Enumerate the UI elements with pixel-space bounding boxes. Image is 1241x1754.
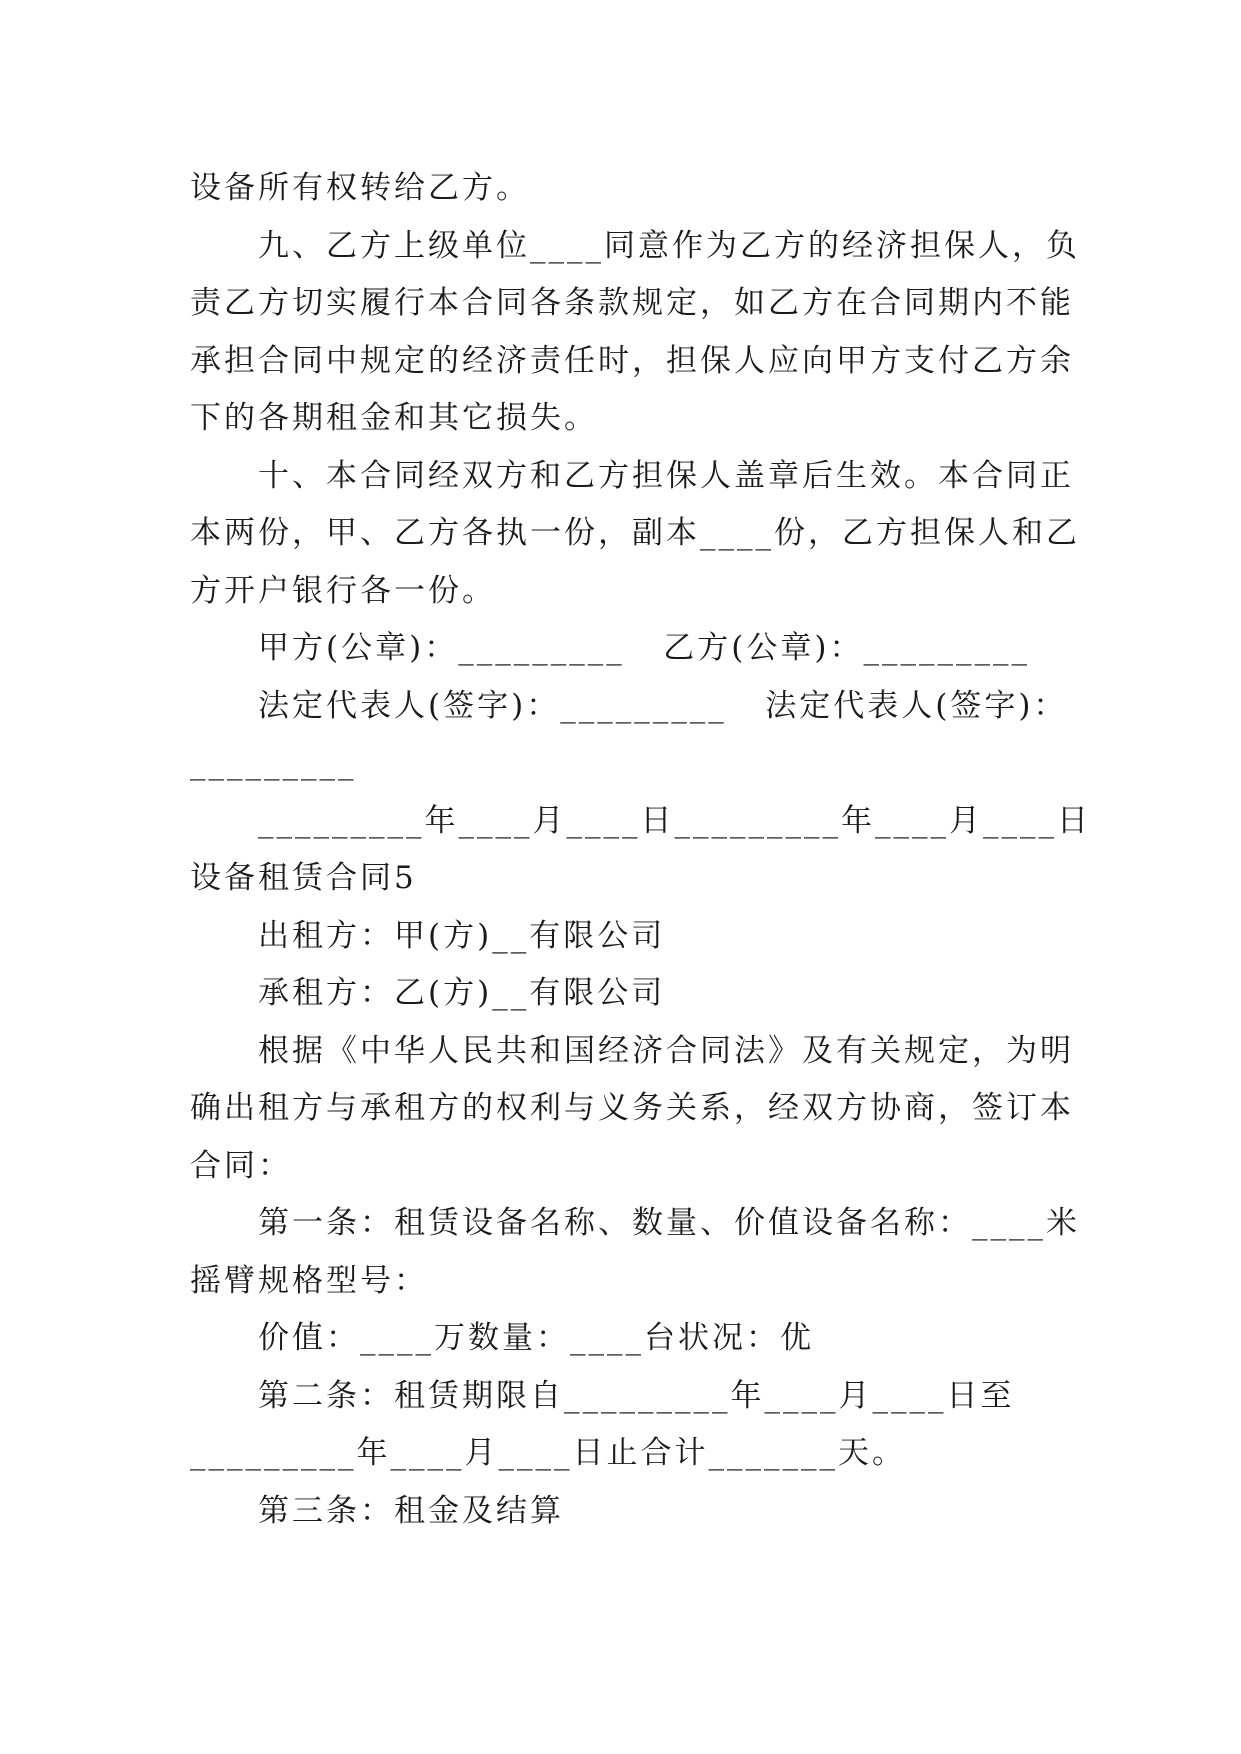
text-line: 方开户银行各一份。 xyxy=(190,573,496,609)
article-line: 第三条：租金及结算 xyxy=(258,1493,564,1529)
signature-line-seal: 甲方(公章)：_________ 乙方(公章)：_________ xyxy=(258,630,1030,666)
text-line: 承担合同中规定的经济责任时，担保人应向甲方支付乙方余 xyxy=(190,343,1074,379)
signature-line-representative: 法定代表人(签字)：_________ 法定代表人(签字)： xyxy=(258,688,1068,724)
text-line: 十、本合同经双方和乙方担保人盖章后生效。本合同正 xyxy=(258,458,1074,494)
text-line: 摇臂规格型号： xyxy=(190,1263,428,1299)
lessor-line: 出租方：甲(方)__有限公司 xyxy=(258,918,666,954)
lessee-line: 承租方：乙(方)__有限公司 xyxy=(258,975,666,1011)
article-line: 第二条：租赁期限自_________年____月____日至 xyxy=(258,1378,1015,1414)
section-title: 设备租赁合同5 xyxy=(190,860,417,896)
value-line: 价值：____万数量：____台状况：优 xyxy=(258,1320,814,1356)
text-line: 本两份，甲、乙方各执一份，副本____份，乙方担保人和乙 xyxy=(190,515,1080,551)
article-line: 第一条：租赁设备名称、数量、价值设备名称：____米 xyxy=(258,1205,1080,1241)
text-line: 下的各期租金和其它损失。 xyxy=(190,400,598,436)
text-line: 九、乙方上级单位____同意作为乙方的经济担保人，负 xyxy=(258,228,1080,264)
text-line: _________ xyxy=(190,745,357,781)
text-line: 责乙方切实履行本合同各条款规定，如乙方在合同期内不能 xyxy=(190,285,1074,321)
text-line: _________年____月____日止合计_______天。 xyxy=(190,1435,906,1471)
text-line: 根据《中华人民共和国经济合同法》及有关规定，为明 xyxy=(258,1033,1074,1069)
date-line: _________年____月____日_________年____月____日 xyxy=(258,803,1091,839)
text-line: 确出租方与承租方的权利与义务关系，经双方协商，签订本 xyxy=(190,1090,1074,1126)
text-line: 设备所有权转给乙方。 xyxy=(190,170,530,206)
text-line: 合同： xyxy=(190,1148,292,1184)
